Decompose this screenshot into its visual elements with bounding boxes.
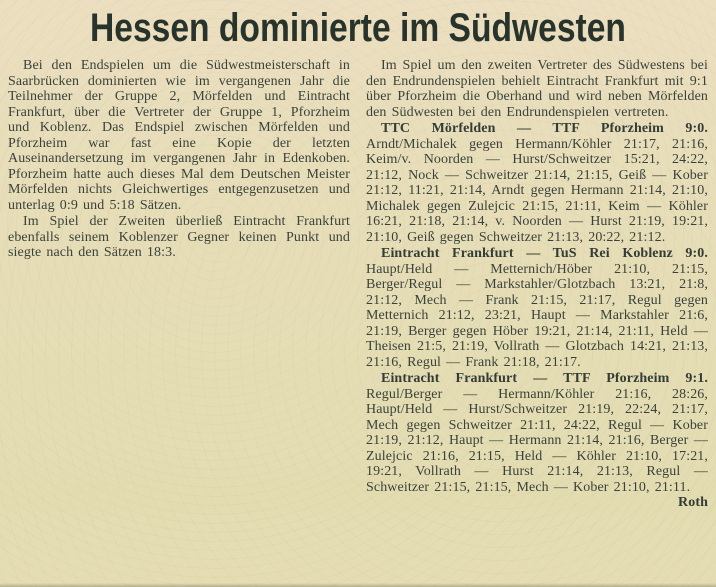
author-byline: Roth [678,495,708,510]
match-report-results: Arndt/Michalek gegen Hermann/Köhler 21:17, 21:16, Keim/v. Noorden — Hurst/Schweitzer 15:21, 24:22, 21:12, Nock — Schweitzer 21:14, 21:15, Geiß — Kober 21:12, 11:21, 21:14, Arndt gegen Hermann 21:14, 21:10, Michalek gegen Zulejcic 21:15, 21:11, Keim — Köhler 16:21, 21:18, 21:14, v. Noorden — Hurst 21:19, 19:21, 21:10, Geiß gegen Schweitzer 21:13, 20:22, 21:12. [366,136,708,245]
match-report-header: Eintracht Frankfurt — TuS Rei Koblenz 9:0. [381,246,708,261]
match-report-results: Haupt/Held — Metternich/Höber 21:10, 21:15, Berger/Regul — Markstahler/Glotzbach 13:21, 21:8, 21:12, Mech — Frank 21:15, 21:17, Regul gegen Metternich 21:12, 23:21, Haupt — Markstahler 21:6, 21:19, Berger gegen Höber 19:21, 21:14, 21:11, Held — Theisen 21:5, 21:19, Vollrath — Glotzbach 14:21, 21:13, 21:16, Regul — Frank 21:18, 21:17. [366,261,708,370]
match-report-results: Regul/Berger — Hermann/Köhler 21:16, 28:26, Haupt/Held — Hurst/Schweitzer 21:19, 22:24, 21:17, Mech gegen Schweitzer 21:11, 24:22, Regul — Kober 21:19, 21:12, Haupt — Hermann 21:14, 21:16, Berger — Zulejcic 21:16, 21:15, Held — Köhler 21:10, 17:21, 19:21, Vollrath — Hurst 21:14, 21:13, Regul — Schweitzer 21:15, 21:15, Mech — Kober 21:10, 21:11. [366,386,708,495]
headline [8,4,708,54]
right-column [366,58,708,511]
article-columns [8,54,708,511]
match-report-header: TTC Mörfelden — TTF Pforzheim 9:0. [381,121,708,136]
match-report-frankfurt-pforzheim [366,371,708,510]
paragraph-second: Im Spiel der Zweiten überließ Eintracht Frankfurt ebenfalls seinem Koblenzer Gegner keinen Punkt und siegte nach den Sätzen 18:3. [8,214,350,260]
match-report-header: Eintracht Frankfurt — TTF Pforzheim 9:1. [381,371,708,386]
headline-text: Hessen dominierte im Südwesten [90,6,626,50]
paragraph-lead: Bei den Endspielen um die Südwestmeisterschaft in Saarbrücken dominierten wie im vergangenen Jahr die Teilnehmer der Gruppe 2, Mörfelden und Eintracht Frankfurt, über die Vertreter der Gruppe 1, Pforzheim und Koblenz. Das Endspiel zwischen Mörfelden und Pforzheim war fast eine Kopie der letzten Auseinandersetzung im vergangenen Jahr in Edenkoben. Pforzheim hatte auch dieses Mal dem Deutschen Meister Mörfelden nichts Gleichwertiges entgegenzusetzen und unterlag 0:9 und 5:18 Sätzen. [8,58,350,213]
match-report-frankfurt-koblenz [366,246,708,370]
left-column [8,58,350,261]
paragraph-intro: Im Spiel um den zweiten Vertreter des Südwestens bei den Endrundenspielen behielt Eintracht Frankfurt mit 9:1 über Pforzheim die Oberhand und wird neben Mörfelden den Südwesten bei den Endrundenspielen vertreten. [366,58,708,120]
match-report-moerfelden-pforzheim [366,121,708,245]
